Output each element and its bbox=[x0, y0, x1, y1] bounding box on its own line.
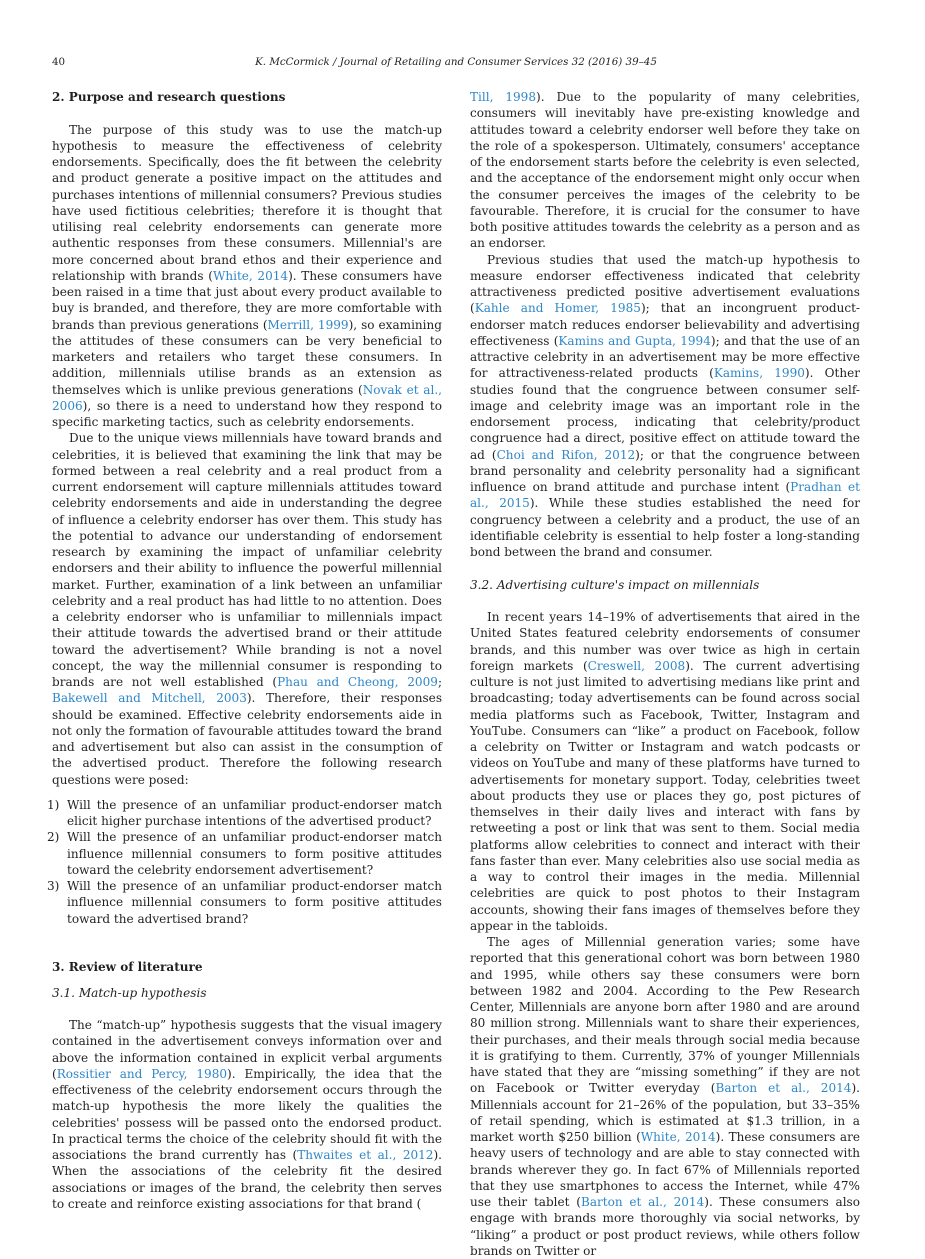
paragraph: Previous studies that used the match-up hypothesis to measure endorser effectiveness indicated that celebrity attractiveness predicted positive advertisement evaluations (Kahle and Homer, 1985); that an incongruent product-endorser match reduces endorser believability and advertising effectiveness (Kamins and Gupta, 1994); and that the use of an attractive celebrity in an advertisement may be more effective for attractiveness-related products (Kamins, 1990). Other studies found that the congruence between consumer self-image and celebrity image was an important role in the endorsement process, indicating that celebrity/product congruence had a direct, positive effect on attitude toward the ad (Choi and Rifon, 2012); or that the congruence between brand personality and celebrity personality had a significant influence on brand attitude and purchase intent (Pradhan et al., 2015). While these studies established the need for congruency between a celebrity and a product, the use of an identifiable celebrity is essential to help foster a long-standing bond between the brand and consumer. bbox=[470, 252, 861, 559]
paragraph: The “match-up” hypothesis suggests that the visual imagery contained in the advertisement conveys information over and above the information contained in explicit verbal arguments (Rossitier and Percy, 1980). Empirically, the idea that the effectiveness of the celebrity endorsement occurs through the match-up hypothesis the more likely the qualities the celebrities' possess will be passed onto the endorsed product. In practical terms the choice of the celebrity should fit with the associations the brand currently has (Thwaites et al., 2012). When the associations of the celebrity fit the desired associations or images of the brand, the celebrity then serves to create and reinforce existing associations for that brand ( bbox=[52, 1018, 443, 1211]
left-column bbox=[47, 89, 443, 1212]
paragraph: The ages of Millennial generation varies; some have reported that this generational cohort was born between 1980 and 1995, while others say these consumers were born between 1982 and 2004. According to the Pew Research Center, Millennials are anyone born after 1980 and are around 80 million strong. Millennials want to share their experiences, their purchases, and their meals through social media because it is gratifying to them. Currently, 37% of younger Millennials have stated that they are “missing something” if they are not on Facebook or Twitter everyday (Barton et al., 2014). Millennials account for 21–26% of the population, but 33–35% of retail spending, which is estimated at $1.3 trillion, in a market worth $250 billion (White, 2014). These consumers are heavy users of technology and are able to stay connected with brands wherever they go. In fact 67% of Millennials reported that they use smartphones to access the Internet, while 47% use their tablet (Barton et al., 2014). These consumers also engage with brands more thoroughly via social networks, by “liking” a product or post product reviews, while others follow brands on Twitter or bbox=[470, 935, 860, 1258]
section-heading-review: 3. Review of literature bbox=[52, 960, 203, 975]
citation-link[interactable]: Kamins and Gupta, 1994 bbox=[558, 333, 711, 348]
citation-link[interactable]: Choi and Rifon, 2012 bbox=[496, 447, 636, 462]
citation-link[interactable]: Thwaites et al., 2012 bbox=[297, 1148, 434, 1162]
citation-link[interactable]: Creswell, 2008 bbox=[587, 658, 686, 673]
citation-link[interactable]: Rossitier and Percy, 1980 bbox=[56, 1066, 228, 1081]
running-header bbox=[52, 54, 860, 70]
paragraph: Due to the unique views millennials have toward brands and celebrities, it is believed that examining the link that may be formed between a real celebrity and a real product from a current endorsement will capture millennials attitudes toward celebrity endorsements and aide in understanding the degree of influence a celebrity endorser has over them. This study has the potential to advance our understanding of endorsement research by examining the impact of unfamiliar celebrity endorsers and their ability to influence the powerful millennial market. Further, examination of a link between an unfamiliar celebrity and a real product has had little to no attention. Does a celebrity endorser who is unfamiliar to millennials impact their attitude towards the advertised brand or their attitude toward the advertisement? While branding is not a novel concept, the way the millennial consumer is responding to brands are not well established (Phau and Cheong, 2009; Bakewell and Mitchell, 2003). Therefore, their responses should be examined. Effective celebrity endorsements aide in not only the formation of favourable attitudes toward the brand and advertisement but also can assist in the consumption of the advertised product. Therefore the following research questions were posed: bbox=[52, 431, 442, 787]
citation-link[interactable]: Pradhan et al., 2015 bbox=[470, 480, 861, 511]
citation-link[interactable]: White, 2014 bbox=[640, 1130, 716, 1144]
citation-link[interactable]: Till, 1998 bbox=[470, 90, 537, 104]
subsection-heading-matchup: 3.1. Match-up hypothesis bbox=[52, 985, 207, 1000]
citation-link[interactable]: Barton et al., 2014 bbox=[715, 1081, 852, 1096]
list-item: 2) Will the presence of an unfamiliar product-endorser match influence millennial consumers to form positive attitudes toward the celebrity endorsement advertisement? bbox=[47, 830, 442, 877]
page-number: 40 bbox=[52, 56, 66, 68]
citation-link[interactable]: White, 2014 bbox=[212, 268, 289, 283]
citation-link[interactable]: Bakewell and Mitchell, 2003 bbox=[52, 691, 247, 706]
citation-link[interactable]: Novak et al., 2006 bbox=[52, 382, 442, 413]
subsection-heading-advertising-culture: 3.2. Advertising culture's impact on millennials bbox=[470, 577, 760, 592]
citation-link[interactable]: Kahle and Homer, 1985 bbox=[474, 301, 641, 316]
citation-link[interactable]: Phau and Cheong, 2009 bbox=[277, 675, 438, 689]
citation-link[interactable]: Barton et al., 2014 bbox=[580, 1195, 705, 1209]
paragraph: The purpose of this study was to use the match-up hypothesis to measure the effectiveness of celebrity endorsements. Specifically, does the fit between the celebrity and product generate a positive impact on the attitudes and purchases intentions of millennial consumers? Previous studies have used fictitious celebrities; therefore it is thought that utilising real celebrity endorsements can generate more authentic responses from these consumers. Millennial's are more concerned about brand ethos and their experience and relationship with brands (White, 2014). These consumers have been raised in a time that just about every product available to buy is branded, and therefore, they are more comfortable with brands than previous generations (Merrill, 1999), so examining the attitudes of these consumers can be very beneficial to marketers and retailers who target these consumers. In addition, millennials utilise brands as an extension as themselves which is unlike previous generations (Novak et al., 2006), so there is a need to understand how they respond to specific marketing tactics, such as celebrity endorsements. bbox=[52, 122, 442, 429]
citation-link[interactable]: Merrill, 1999 bbox=[267, 317, 349, 332]
paragraph-continued: Till, 1998). Due to the popularity of many celebrities, consumers will inevitably have pre-existing knowledge and attitudes toward a celebrity endorser well before they take on the role of a spokesperson. Ultimately, consumers' acceptance of the endorsement starts before the celebrity is even selected, and the acceptance of the endorsement might only occur when the consumer perceives the images of the celebrity to be favourable. Therefore, it is crucial for the consumer to have both positive attitudes towards the celebrity as a person and as an endorser. bbox=[470, 90, 860, 251]
list-item: 1) Will the presence of an unfamiliar product-endorser match elicit higher purchase intentions of the advertised product? bbox=[47, 797, 442, 828]
paragraph: In recent years 14–19% of advertisements that aired in the United States featured celebrity endorsements of consumer brands, and this number was over twice as high in certain foreign markets (Creswell, 2008). The current advertising culture is not just limited to advertising medians like print and broadcasting; today advertisements can be found across social media platforms such as Facebook, Twitter, Instagram and YouTube. Consumers can “like” a product on Facebook, follow a celebrity on Twitter or Instagram and watch podcasts or videos on YouTube and many of these platforms have turned to advertisements for monetary support. Today, celebrities tweet about products they use or places they go, post pictures of themselves in their daily lives and interact with fans by retweeting a post or link that was sent to them. Social media platforms allow celebrities to connect and interact with their fans faster than ever. Many celebrities also use social media as a way to control their images in the media. Millennial celebrities are quick to post photos to their Instagram accounts, showing their fans images of themselves before they appear in the tabloids. bbox=[470, 610, 860, 933]
research-questions-list bbox=[47, 797, 442, 927]
section-heading-purpose: 2. Purpose and research questions bbox=[52, 90, 286, 104]
right-column bbox=[470, 89, 860, 1259]
journal-citation: K. McCormick / Journal of Retailing and Consumer Services 32 (2016) 39–45 bbox=[255, 56, 657, 68]
list-item: 3) Will the presence of an unfamiliar product-endorser match influence millennial consumers to form positive attitudes toward the advertised brand? bbox=[47, 879, 442, 926]
citation-link[interactable]: Kamins, 1990 bbox=[713, 366, 805, 381]
